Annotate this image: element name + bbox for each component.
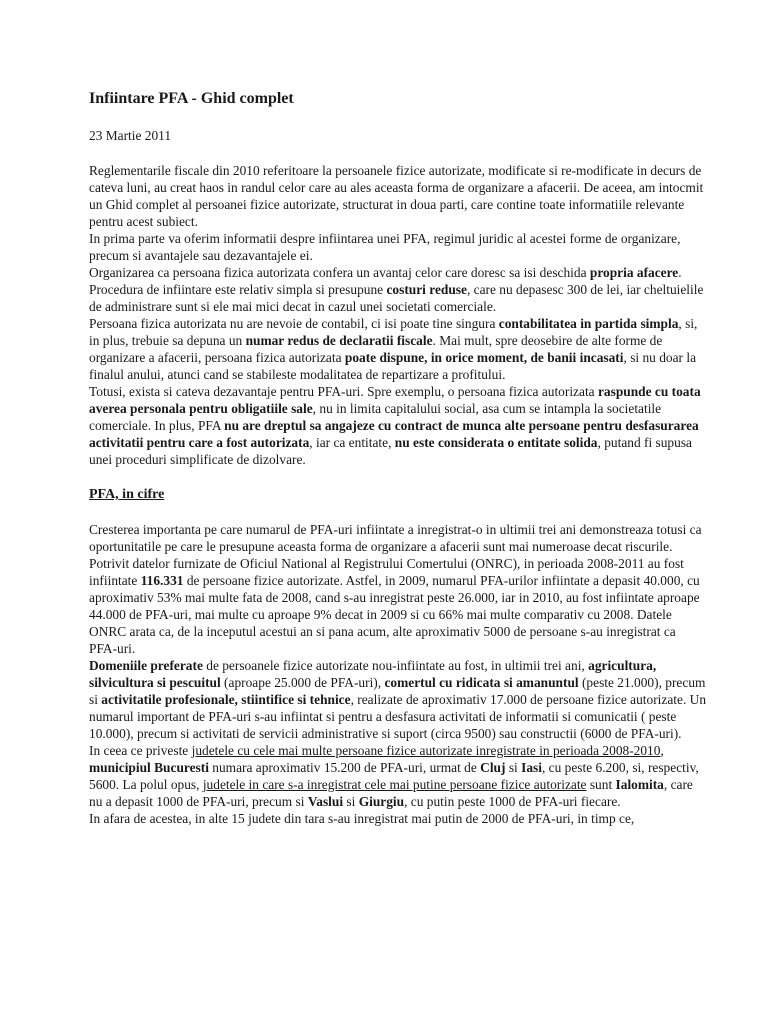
paragraph-other-counties: In afara de acestea, in alte 15 judete din tara s-au inregistrat mai putin de 2000 de PFA-uri, in timp ce,	[89, 811, 635, 826]
text-run: numara aproximativ 15.200 de PFA-uri, urmat de	[208, 760, 481, 775]
bold-run: Vaslui	[307, 794, 344, 809]
page-title: Infiintare PFA - Ghid complet	[89, 90, 294, 107]
text-run: , putand fi supusa unei proceduri simplificate de dizolvare.	[89, 435, 692, 467]
bold-run: comertul cu ridicata si amanuntul	[384, 675, 579, 690]
text-run: , iar ca entitate,	[309, 435, 395, 450]
underlined-run: judetele cu cele mai multe persoane fizice autorizate inregistrate in perioada 2008-2010	[191, 743, 661, 758]
bold-run: contabilitatea in partida simpla	[498, 316, 679, 331]
text-run: si	[343, 794, 359, 809]
bold-run: Cluj	[480, 760, 506, 775]
text-run: Organizarea ca persoana fizica autorizata confera un avantaj celor care doresc sa isi deschida	[89, 265, 590, 280]
bold-run: Ialomita	[615, 777, 664, 792]
text-run: sunt	[586, 777, 616, 792]
text-run: In ceea ce priveste	[89, 743, 192, 758]
text-run: , nu in limita capitalului social, asa cum se intampla la societatile comerciale. In plus, PFA	[89, 401, 662, 433]
paragraph-domains	[89, 657, 706, 742]
bold-run: nu are dreptul sa angajeze cu contract de munca alte persoane pentru desfasurarea activitatii pentru care a fost autorizata	[89, 418, 699, 450]
text-run: , si, in plus, trebuie sa depuna un	[89, 316, 698, 348]
text-run: , realizate de aproximativ 17.000 de persoane fizice autorizate. Un numarul important de PFA-uri s-au infiintat si pentru a desfasura activitati de informatii si comunicatii ( peste 10.000), precum si activitati de servicii administrative si suport (circa 9500) sau constructii (6000 de PFA-uri).	[89, 692, 707, 741]
section-heading: PFA, in cifre	[89, 487, 165, 502]
paragraph-intro: Reglementarile fiscale din 2010 referitoare la persoanele fizice autorizate, modificate si re-modificate in decurs de cateva luni, au creat haos in randul celor care au ales aceasta forma de organizare a afacerii. De aceea, am intocmit un Ghid complet al persoanei fizice autorizate, structurat in doua parti, care contine toate informatiile relevante pentru acest subiect.	[89, 163, 704, 229]
text-run: Potrivit datelor furnizate de Oficiul National al Registrului Comertului (ONRC), in perioada 2008-2011 au fost infiintate	[89, 556, 684, 588]
publish-date: 23 Martie 2011	[89, 128, 172, 143]
text-run: . Mai mult, spre deosebire de alte forme de organizare a afacerii, persoana fizica autorizata	[89, 333, 663, 365]
text-run: Totusi, exista si cateva dezavantaje pentru PFA-uri. Spre exemplu, o persoana fizica autorizata	[89, 384, 598, 399]
bold-run: raspunde cu toata averea personala pentru obligatiile sale	[89, 384, 701, 416]
text-run: de persoanele fizice autorizate nou-infiintate au fost, in ultimii trei ani,	[202, 658, 589, 673]
text-run: , care nu depasesc 300 de lei, iar cheltuielile de administrare sunt si ele mai mici decat in cazul unei societati comerciale.	[89, 282, 704, 314]
text-run: Persoana fizica autorizata nu are nevoie de contabil, ci isi poate tine singura	[89, 316, 499, 331]
bold-run: Giurgiu	[358, 794, 405, 809]
bold-run: Domeniile preferate	[89, 658, 203, 673]
text-run: . Procedura de infiintare este relativ simpla si presupune	[89, 265, 682, 297]
text-run: , si nu doar la finalul anului, atunci cand se stabileste modalitatea de repartizare a profitului.	[89, 350, 697, 382]
text-run: ,	[660, 743, 664, 758]
bold-run: costuri reduse	[386, 282, 467, 297]
text-run: de persoane fizice autorizate. Astfel, in 2009, numarul PFA-urilor infiintate a depasit 40.000, cu aproximativ 53% mai multe fata de 2008, cand s-au inregistrat peste 26.000, iar in 2010, au fost infiintate aproape 44.000 de PFA-uri, mai multe cu aproape 9% decat in 2009 si cu 66% mai multe comparativ cu 2008. Datele ONRC arata ca, de la inceputul acestui an si pana acum, alte aproximativ 5000 de persoane s-au inregistrat ca PFA-uri.	[89, 573, 700, 656]
paragraph-disadvantages	[89, 383, 706, 468]
bold-run: nu este considerata o entitate solida	[394, 435, 598, 450]
paragraph-accounting	[89, 315, 706, 383]
bold-run: poate dispune, in orice moment, de banii incasati	[344, 350, 624, 365]
text-run: , care nu a depasit 1000 de PFA-uri, precum si	[89, 777, 693, 809]
bold-run: activitatile profesionale, stiintifice si tehnice	[101, 692, 351, 707]
text-run: , cu putin peste 1000 de PFA-uri fiecare.	[404, 794, 621, 809]
underlined-run: judetele in care s-a inregistrat cele mai putine persoane fizice autorizate	[202, 777, 587, 792]
text-run: si	[505, 760, 522, 775]
bold-run: 116.331	[140, 573, 184, 588]
bold-run: municipiul Bucuresti	[89, 760, 209, 775]
bold-run: Iasi	[521, 760, 542, 775]
paragraph-onrc-data	[89, 555, 706, 657]
paragraph-first-part: In prima parte va oferim informatii despre infiintarea unei PFA, regimul juridic al acestei forme de organizare, precum si avantajele sau dezavantajele ei.	[89, 231, 681, 263]
text-run: , cu peste 6.200, si, respectiv, 5600. La polul opus,	[89, 760, 699, 792]
paragraph-counties	[89, 742, 706, 810]
text-run: (peste 21.000), precum si	[89, 675, 706, 707]
bold-run: propria afacere	[589, 265, 679, 280]
text-run: (aproape 25.000 de PFA-uri),	[220, 675, 385, 690]
paragraph-advantages	[89, 264, 706, 315]
paragraph-growth: Cresterea importanta pe care numarul de PFA-uri infiintate a inregistrat-o in ultimii trei ani demonstreaza totusi ca oportunitatile pe care le presupune aceasta forma de organizare a afacerii sunt mai numeroase decat riscurile.	[89, 522, 702, 554]
bold-run: agricultura, silvicultura si pescuitul	[89, 658, 657, 690]
bold-run: numar redus de declaratii fiscale	[245, 333, 433, 348]
